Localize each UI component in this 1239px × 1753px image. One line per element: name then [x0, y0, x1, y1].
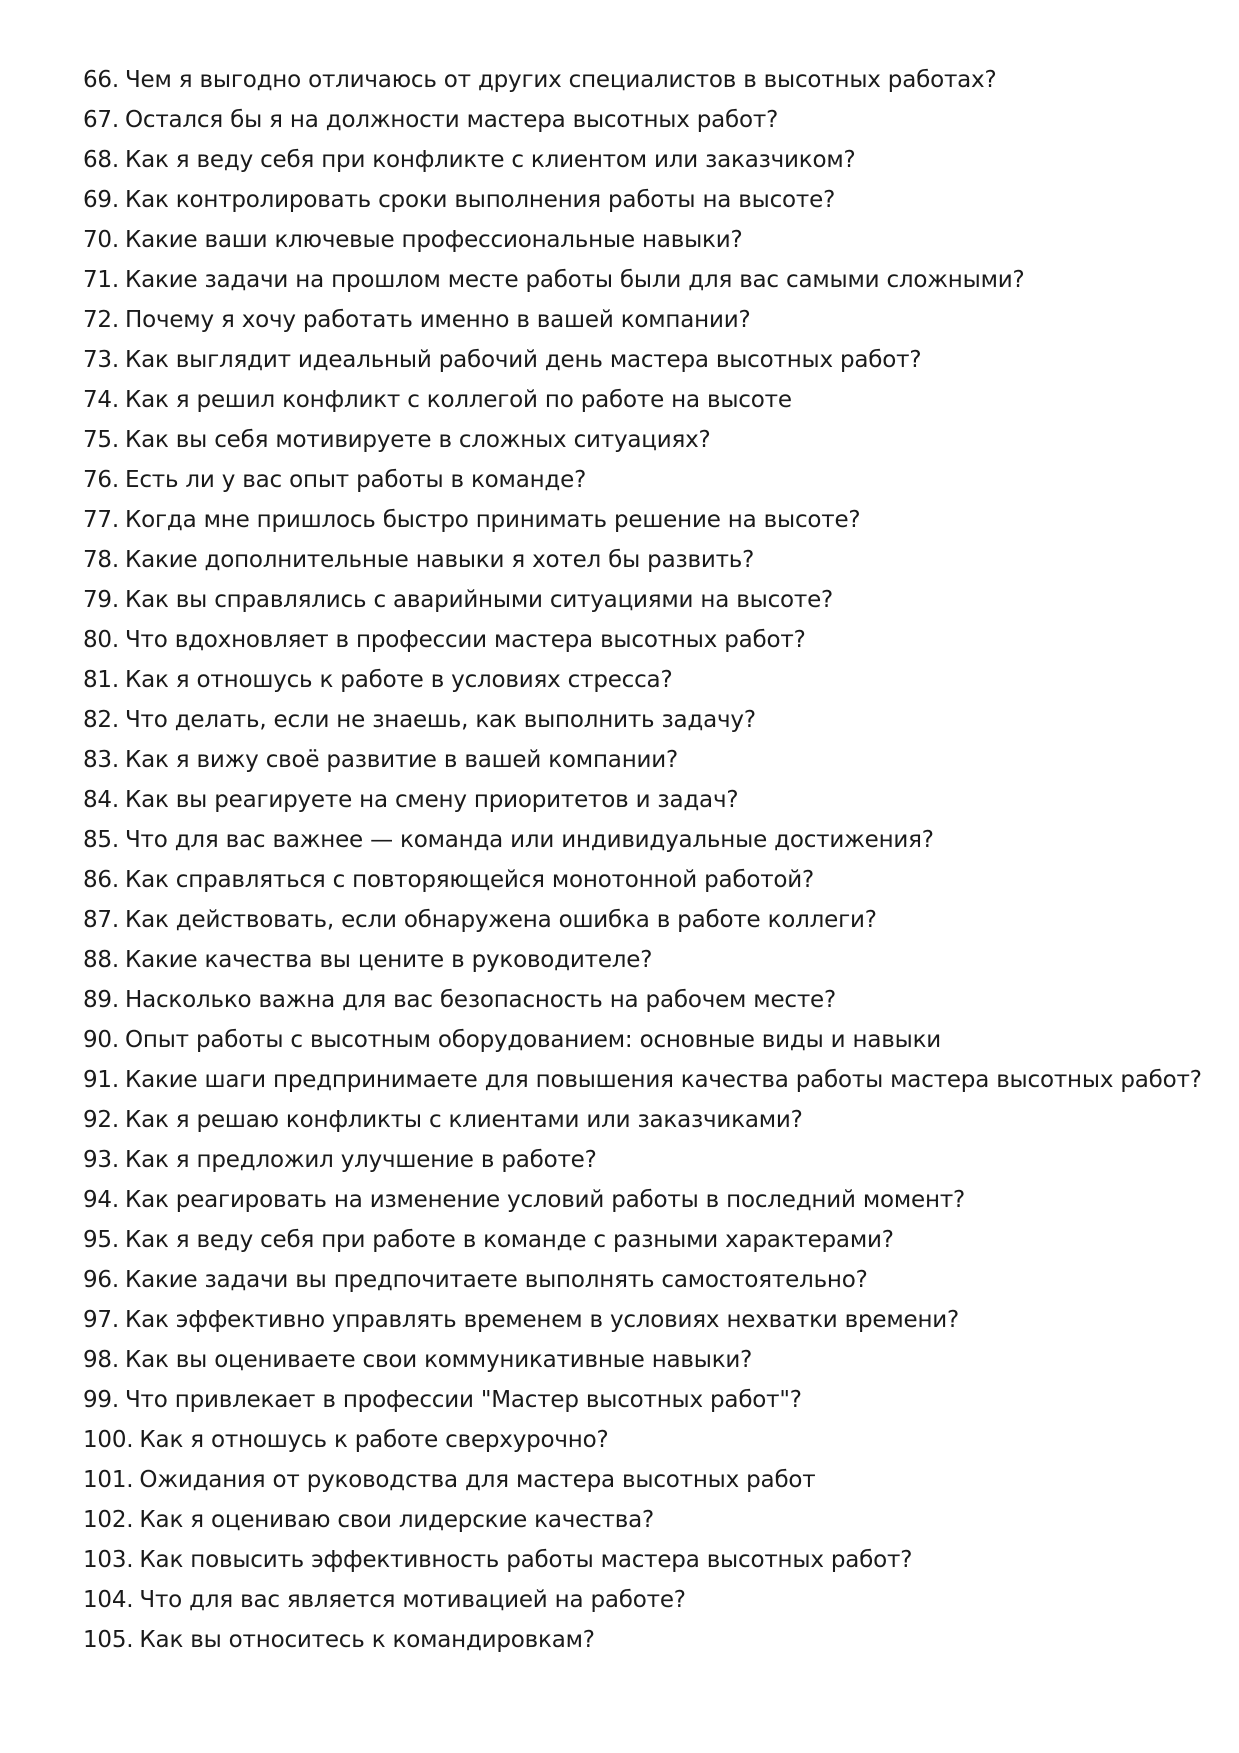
list-item [83, 1420, 1183, 1460]
question-number: 104. [83, 1587, 134, 1613]
question-number: 98. [83, 1347, 119, 1373]
question-number: 77. [83, 507, 119, 533]
question-text: Как я отношусь к работе сверхурочно? [139, 1427, 609, 1453]
question-text: Насколько важна для вас безопасность на рабочем месте? [124, 987, 837, 1013]
question-number: 102. [83, 1507, 134, 1533]
question-number: 84. [83, 787, 119, 813]
question-text: Как справляться с повторяющейся монотонной работой? [124, 867, 815, 893]
question-text: Почему я хочу работать именно в вашей компании? [124, 307, 751, 333]
list-item [83, 220, 1183, 260]
question-number: 87. [83, 907, 119, 933]
question-number: 79. [83, 587, 119, 613]
question-text: Как контролировать сроки выполнения работы на высоте? [124, 187, 836, 213]
question-text: Как я вижу своё развитие в вашей компании? [124, 747, 679, 773]
question-text: Какие шаги предпринимаете для повышения качества работы мастера высотных работ? [124, 1067, 1202, 1093]
list-item [83, 340, 1183, 380]
question-text: Есть ли у вас опыт работы в команде? [124, 467, 587, 493]
question-text: Как повысить эффективность работы мастера высотных работ? [139, 1547, 913, 1573]
question-number: 96. [83, 1267, 119, 1293]
question-text: Как я предложил улучшение в работе? [124, 1147, 597, 1173]
question-number: 105. [83, 1627, 134, 1653]
list-item [83, 860, 1183, 900]
question-text: Как вы реагируете на смену приоритетов и задач? [124, 787, 739, 813]
question-text: Как выглядит идеальный рабочий день мастера высотных работ? [124, 347, 922, 373]
list-item [83, 140, 1183, 180]
list-item [83, 1060, 1202, 1100]
question-text: Остался бы я на должности мастера высотных работ? [124, 107, 779, 133]
list-item [83, 1340, 1183, 1380]
question-number: 101. [83, 1467, 134, 1493]
question-number: 81. [83, 667, 119, 693]
question-text: Что для вас является мотивацией на работе? [139, 1587, 686, 1613]
question-number: 99. [83, 1387, 119, 1413]
question-number: 88. [83, 947, 119, 973]
question-number: 75. [83, 427, 119, 453]
list-item [83, 900, 1183, 940]
list-item [83, 580, 1183, 620]
question-number: 94. [83, 1187, 119, 1213]
list-item [83, 700, 1183, 740]
list-item [83, 460, 1183, 500]
question-number: 82. [83, 707, 119, 733]
question-text: Когда мне пришлось быстро принимать решение на высоте? [124, 507, 861, 533]
list-item [83, 1380, 1183, 1420]
list-item [83, 180, 1183, 220]
question-text: Что вдохновляет в профессии мастера высотных работ? [124, 627, 806, 653]
list-item [83, 1220, 1183, 1260]
question-text: Как вы справлялись с аварийными ситуациями на высоте? [124, 587, 834, 613]
question-number: 71. [83, 267, 119, 293]
question-text: Как я оцениваю свои лидерские качества? [139, 1507, 654, 1533]
question-number: 92. [83, 1107, 119, 1133]
question-number: 67. [83, 107, 119, 133]
list-item [83, 940, 1183, 980]
question-number: 93. [83, 1147, 119, 1173]
question-text: Ожидания от руководства для мастера высотных работ [139, 1467, 816, 1493]
question-number: 103. [83, 1547, 134, 1573]
list-item [83, 1540, 1183, 1580]
question-text: Как я решил конфликт с коллегой по работе на высоте [124, 387, 792, 413]
question-text: Как реагировать на изменение условий работы в последний момент? [124, 1187, 966, 1213]
list-item [83, 1500, 1183, 1540]
question-text: Какие качества вы цените в руководителе? [124, 947, 653, 973]
question-text: Чем я выгодно отличаюсь от других специалистов в высотных работах? [124, 67, 997, 93]
question-number: 97. [83, 1307, 119, 1333]
question-text: Как я веду себя при конфликте с клиентом или заказчиком? [124, 147, 856, 173]
question-text: Что делать, если не знаешь, как выполнить задачу? [124, 707, 756, 733]
list-item [83, 1100, 1183, 1140]
question-number: 95. [83, 1227, 119, 1253]
list-item [83, 980, 1183, 1020]
question-text: Как я веду себя при работе в команде с разными характерами? [124, 1227, 894, 1253]
question-number: 66. [83, 67, 119, 93]
question-text: Какие задачи вы предпочитаете выполнять самостоятельно? [124, 1267, 868, 1293]
question-number: 69. [83, 187, 119, 213]
list-item [83, 740, 1183, 780]
question-number: 80. [83, 627, 119, 653]
question-text: Как вы себя мотивируете в сложных ситуациях? [124, 427, 711, 453]
list-item [83, 540, 1183, 580]
list-item [83, 60, 1183, 100]
list-item [83, 1180, 1183, 1220]
question-text: Как действовать, если обнаружена ошибка в работе коллеги? [124, 907, 877, 933]
question-text: Опыт работы с высотным оборудованием: основные виды и навыки [124, 1027, 942, 1053]
question-number: 70. [83, 227, 119, 253]
list-item [83, 100, 1183, 140]
question-number: 83. [83, 747, 119, 773]
question-number: 72. [83, 307, 119, 333]
question-number: 74. [83, 387, 119, 413]
question-text: Какие задачи на прошлом месте работы были для вас самыми сложными? [124, 267, 1025, 293]
list-item [83, 1580, 1183, 1620]
list-item [83, 1620, 1183, 1660]
question-text: Как вы оцениваете свои коммуникативные навыки? [124, 1347, 753, 1373]
question-number: 89. [83, 987, 119, 1013]
list-item [83, 1260, 1183, 1300]
question-number: 78. [83, 547, 119, 573]
list-item [83, 500, 1183, 540]
list-item [83, 1020, 1183, 1060]
list-item [83, 420, 1183, 460]
question-number: 85. [83, 827, 119, 853]
question-number: 76. [83, 467, 119, 493]
question-number: 73. [83, 347, 119, 373]
list-item [83, 1140, 1183, 1180]
list-item [83, 780, 1183, 820]
question-text: Что для вас важнее — команда или индивидуальные достижения? [124, 827, 934, 853]
list-item [83, 300, 1183, 340]
question-text: Какие ваши ключевые профессиональные навыки? [124, 227, 743, 253]
question-text: Как вы относитесь к командировкам? [139, 1627, 595, 1653]
list-item [83, 660, 1183, 700]
question-number: 100. [83, 1427, 134, 1453]
question-text: Как я решаю конфликты с клиентами или заказчиками? [124, 1107, 803, 1133]
list-item [83, 1300, 1183, 1340]
list-item [83, 1460, 1183, 1500]
question-number: 90. [83, 1027, 119, 1053]
question-list [83, 60, 1202, 1660]
list-item [83, 620, 1183, 660]
question-number: 86. [83, 867, 119, 893]
list-item [83, 820, 1183, 860]
question-text: Как я отношусь к работе в условиях стресса? [124, 667, 673, 693]
list-item [83, 260, 1183, 300]
question-text: Как эффективно управлять временем в условиях нехватки времени? [124, 1307, 960, 1333]
question-number: 91. [83, 1067, 119, 1093]
question-text: Что привлекает в профессии "Мастер высотных работ"? [124, 1387, 802, 1413]
question-number: 68. [83, 147, 119, 173]
list-item [83, 380, 1183, 420]
question-text: Какие дополнительные навыки я хотел бы развить? [124, 547, 755, 573]
